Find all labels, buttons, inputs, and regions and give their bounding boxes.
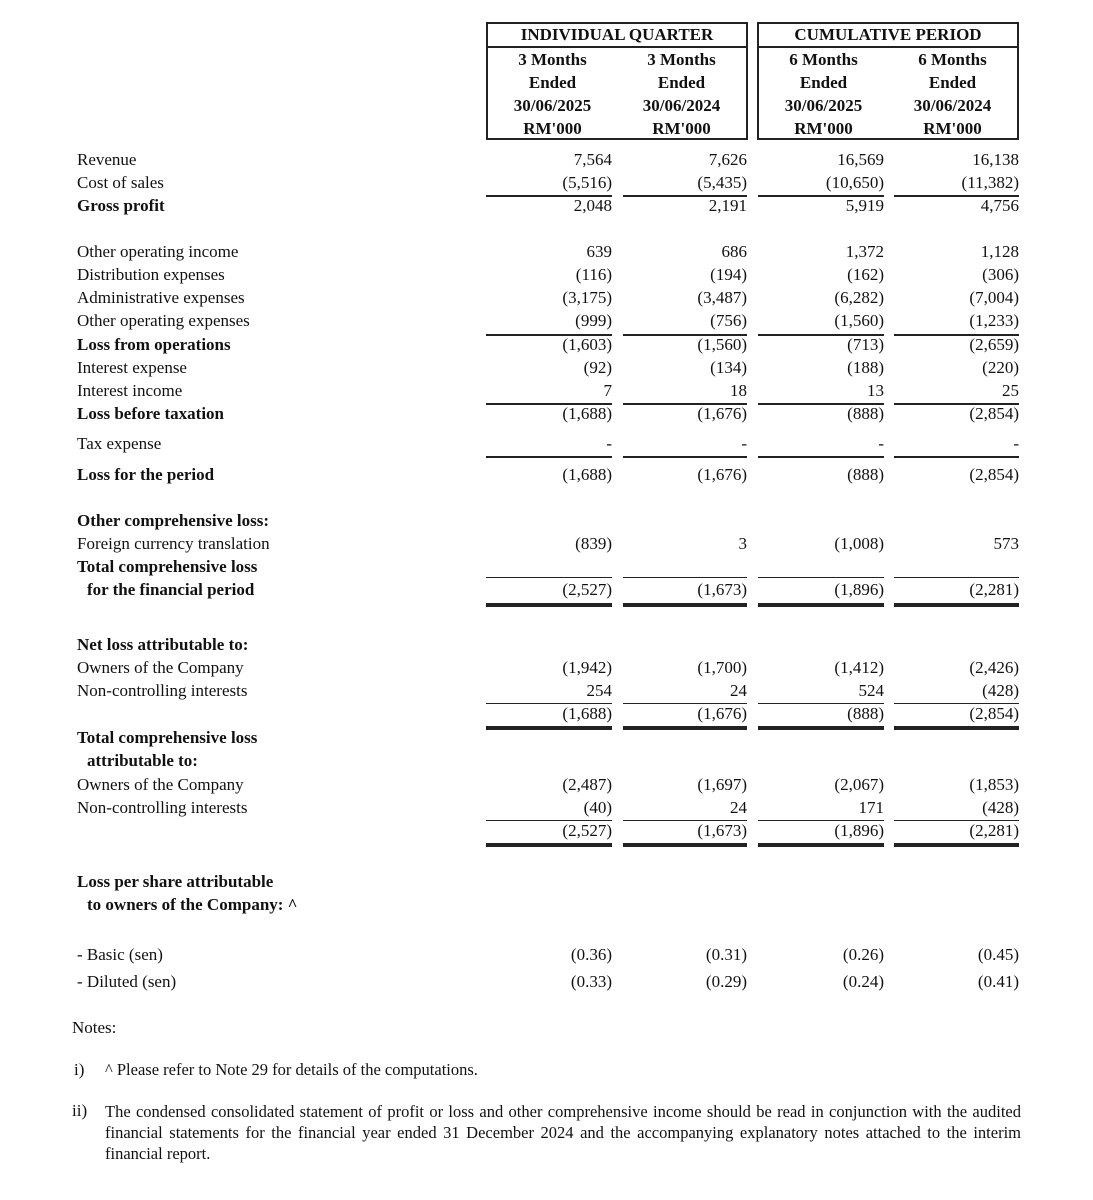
interest-income-value: 25 — [1002, 381, 1019, 400]
period-date: 30/06/2025 — [513, 96, 592, 115]
tcl-nci-value: (428) — [982, 798, 1019, 817]
revenue-value: 7,564 — [573, 150, 612, 169]
tcl-nci-value: (40) — [583, 798, 612, 817]
loss-before-taxation-value: (888) — [847, 404, 884, 423]
revenue-value: 16,569 — [837, 150, 884, 169]
double-underline — [486, 843, 612, 847]
interest-income-value: 18 — [730, 381, 747, 400]
tcl-heading-label: attributable to: — [87, 751, 198, 770]
nl-nci-value: (428) — [982, 681, 1019, 700]
distribution-expenses-label: Distribution expenses — [77, 265, 225, 284]
nl-nci-value: 24 — [730, 681, 747, 700]
cumulative-period-header — [757, 22, 1019, 140]
loss-before-taxation-label: Loss before taxation — [77, 404, 225, 423]
subtotal-underline — [486, 456, 612, 458]
currency-unit: RM'000 — [523, 119, 582, 138]
distribution-expenses-value: (194) — [710, 265, 747, 284]
nl-nci-label: Non-controlling interests — [77, 681, 248, 700]
period-date: 30/06/2024 — [913, 96, 992, 115]
interest-expense-value: (220) — [982, 358, 1019, 377]
subtotal-underline — [758, 456, 884, 458]
tcl-nci-value: 171 — [858, 798, 884, 817]
subtotal-underline — [758, 577, 884, 578]
double-underline — [486, 603, 612, 607]
nl-nci-value: 254 — [586, 681, 612, 700]
period-length: 3 Months — [647, 50, 716, 69]
subtotal-underline — [894, 703, 1019, 704]
subtotal-underline — [758, 703, 884, 704]
administrative-expenses-value: (6,282) — [834, 288, 884, 307]
subtotal-underline — [486, 334, 612, 336]
other-operating-expenses-value: (1,560) — [834, 311, 884, 330]
interest-income-value: 13 — [867, 381, 884, 400]
foreign-currency-translation-value: 573 — [993, 534, 1019, 553]
foreign-currency-translation-label: Foreign currency translation — [77, 534, 270, 553]
subtotal-underline — [486, 577, 612, 578]
subtotal-underline — [486, 195, 612, 197]
gross-profit-value: 5,919 — [845, 196, 884, 215]
double-underline — [758, 603, 884, 607]
currency-unit: RM'000 — [923, 119, 982, 138]
revenue-value: 7,626 — [708, 150, 747, 169]
nl-nci-value: 524 — [858, 681, 884, 700]
cost-of-sales-value: (10,650) — [825, 173, 884, 192]
tcl-total-value: (1,896) — [834, 821, 884, 840]
double-underline — [894, 843, 1019, 847]
subtotal-underline — [623, 820, 747, 821]
loss-for-period-value: (1,676) — [697, 465, 747, 484]
nl-total-value: (1,676) — [697, 704, 747, 723]
basic-value: (0.26) — [842, 945, 884, 964]
administrative-expenses-label: Administrative expenses — [77, 288, 245, 307]
total-comprehensive-loss-value: (1,896) — [834, 580, 884, 599]
double-underline — [623, 603, 747, 607]
tcl-owners-value: (1,697) — [697, 775, 747, 794]
loss-before-taxation-value: (1,676) — [697, 404, 747, 423]
diluted-value: (0.29) — [705, 972, 747, 991]
subtotal-underline — [623, 334, 747, 336]
administrative-expenses-value: (7,004) — [969, 288, 1019, 307]
loss-for-period-label: Loss for the period — [77, 465, 215, 484]
subtotal-underline — [623, 577, 747, 578]
basic-value: (0.45) — [977, 945, 1019, 964]
cost-of-sales-label: Cost of sales — [77, 173, 164, 192]
tcl-nci-label: Non-controlling interests — [77, 798, 248, 817]
nl-owners-value: (1,942) — [562, 658, 612, 677]
total-comprehensive-loss-value: (1,673) — [697, 580, 747, 599]
double-underline — [623, 726, 747, 730]
subtotal-underline — [486, 703, 612, 704]
gross-profit-label: Gross profit — [77, 196, 165, 215]
note-text: ^ Please refer to Note 29 for details of the computations. — [105, 1060, 478, 1079]
tcl-owners-value: (2,067) — [834, 775, 884, 794]
revenue-label: Revenue — [77, 150, 137, 169]
foreign-currency-translation-value: 3 — [738, 534, 747, 553]
currency-unit: RM'000 — [794, 119, 853, 138]
nl-owners-label: Owners of the Company — [77, 658, 244, 677]
total-comprehensive-loss-label: for the financial period — [87, 580, 255, 599]
double-underline — [623, 843, 747, 847]
individual-quarter-header — [486, 22, 748, 140]
total-comprehensive-loss-label: Total comprehensive loss — [77, 557, 258, 576]
double-underline — [894, 603, 1019, 607]
column-header — [888, 48, 1017, 140]
other-operating-expenses-label: Other operating expenses — [77, 311, 250, 330]
subtotal-underline — [758, 820, 884, 821]
loss-for-period-value: (1,688) — [562, 465, 612, 484]
basic-label: - Basic (sen) — [77, 945, 163, 964]
interest-income-value: 7 — [603, 381, 612, 400]
tcl-owners-value: (1,853) — [969, 775, 1019, 794]
subtotal-underline — [894, 577, 1019, 578]
other-operating-income-value: 686 — [721, 242, 747, 261]
subtotal-underline — [894, 456, 1019, 458]
distribution-expenses-value: (162) — [847, 265, 884, 284]
subtotal-underline — [486, 820, 612, 821]
loss-before-taxation-value: (2,854) — [969, 404, 1019, 423]
other-operating-income-label: Other operating income — [77, 242, 239, 261]
diluted-label: - Diluted (sen) — [77, 972, 177, 991]
double-underline — [758, 726, 884, 730]
loss-for-period-value: (2,854) — [969, 465, 1019, 484]
double-underline — [894, 726, 1019, 730]
tcl-owners-label: Owners of the Company — [77, 775, 244, 794]
tax-expense-value: - — [1013, 434, 1019, 453]
distribution-expenses-value: (306) — [982, 265, 1019, 284]
diluted-value: (0.24) — [842, 972, 884, 991]
period-ended: Ended — [657, 73, 706, 92]
period-length: 3 Months — [518, 50, 587, 69]
note-marker: i) — [74, 1060, 85, 1079]
tax-expense-value: - — [606, 434, 612, 453]
nl-owners-value: (2,426) — [969, 658, 1019, 677]
subtotal-underline — [758, 403, 884, 405]
currency-unit: RM'000 — [652, 119, 711, 138]
revenue-value: 16,138 — [972, 150, 1019, 169]
subtotal-underline — [623, 195, 747, 197]
administrative-expenses-value: (3,487) — [697, 288, 747, 307]
subtotal-underline — [623, 403, 747, 405]
loss-for-period-value: (888) — [847, 465, 884, 484]
tcl-total-value: (2,281) — [969, 821, 1019, 840]
notes-heading: Notes: — [72, 1018, 117, 1037]
nl-owners-value: (1,700) — [697, 658, 747, 677]
nl-total-value: (1,688) — [562, 704, 612, 723]
period-date: 30/06/2024 — [642, 96, 721, 115]
tax-expense-value: - — [741, 434, 747, 453]
loss-from-operations-label: Loss from operations — [77, 335, 231, 354]
tcl-owners-value: (2,487) — [562, 775, 612, 794]
other-operating-income-value: 1,372 — [845, 242, 884, 261]
column-header — [488, 48, 617, 140]
gross-profit-value: 2,191 — [708, 196, 747, 215]
loss-from-operations-value: (1,560) — [697, 335, 747, 354]
gross-profit-value: 4,756 — [980, 196, 1019, 215]
group-title: CUMULATIVE PERIOD — [759, 24, 1017, 48]
subtotal-underline — [623, 703, 747, 704]
loss-from-operations-value: (713) — [847, 335, 884, 354]
other-operating-expenses-value: (756) — [710, 311, 747, 330]
net-loss-heading-label: Net loss attributable to: — [77, 635, 249, 654]
diluted-value: (0.41) — [977, 972, 1019, 991]
ocl-heading-label: Other comprehensive loss: — [77, 511, 270, 530]
subtotal-underline — [758, 334, 884, 336]
nl-total-value: (2,854) — [969, 704, 1019, 723]
cost-of-sales-value: (5,516) — [562, 173, 612, 192]
subtotal-underline — [623, 456, 747, 458]
other-operating-expenses-value: (1,233) — [969, 311, 1019, 330]
note-text: The condensed consolidated statement of profit or loss and other comprehensive income should be read in conjunction with the audited financial statements for the financial year ended 31 December 2024 and the accompanying explanatory notes attached to the interim financial report. — [105, 1102, 1021, 1163]
double-underline — [758, 843, 884, 847]
subtotal-underline — [894, 195, 1019, 197]
tcl-total-value: (1,673) — [697, 821, 747, 840]
tcl-nci-value: 24 — [730, 798, 747, 817]
nl-total-value: (888) — [847, 704, 884, 723]
other-operating-expenses-value: (999) — [575, 311, 612, 330]
distribution-expenses-value: (116) — [575, 265, 612, 284]
period-length: 6 Months — [918, 50, 987, 69]
tcl-total-value: (2,527) — [562, 821, 612, 840]
interest-expense-value: (134) — [710, 358, 747, 377]
subtotal-underline — [486, 403, 612, 405]
period-ended: Ended — [799, 73, 848, 92]
subtotal-underline — [894, 820, 1019, 821]
note-marker: ii) — [72, 1101, 88, 1120]
diluted-value: (0.33) — [570, 972, 612, 991]
loss-from-operations-value: (2,659) — [969, 335, 1019, 354]
tax-expense-label: Tax expense — [77, 434, 162, 453]
cost-of-sales-value: (5,435) — [697, 173, 747, 192]
period-ended: Ended — [528, 73, 577, 92]
basic-value: (0.31) — [705, 945, 747, 964]
subtotal-underline — [894, 403, 1019, 405]
period-date: 30/06/2025 — [784, 96, 863, 115]
other-operating-income-value: 1,128 — [980, 242, 1019, 261]
tax-expense-value: - — [878, 434, 884, 453]
nl-owners-value: (1,412) — [834, 658, 884, 677]
loss-from-operations-value: (1,603) — [562, 335, 612, 354]
gross-profit-value: 2,048 — [573, 196, 612, 215]
period-ended: Ended — [928, 73, 977, 92]
subtotal-underline — [894, 334, 1019, 336]
lps-heading-label: to owners of the Company: ^ — [87, 895, 298, 914]
other-operating-income-value: 639 — [586, 242, 612, 261]
group-title: INDIVIDUAL QUARTER — [488, 24, 746, 48]
interest-expense-value: (92) — [583, 358, 612, 377]
interest-expense-value: (188) — [847, 358, 884, 377]
tcl-heading-label: Total comprehensive loss — [77, 728, 258, 747]
total-comprehensive-loss-value: (2,281) — [969, 580, 1019, 599]
double-underline — [486, 726, 612, 730]
interest-income-label: Interest income — [77, 381, 183, 400]
total-comprehensive-loss-value: (2,527) — [562, 580, 612, 599]
cost-of-sales-value: (11,382) — [961, 173, 1019, 192]
foreign-currency-translation-value: (1,008) — [834, 534, 884, 553]
subtotal-underline — [758, 195, 884, 197]
foreign-currency-translation-value: (839) — [575, 534, 612, 553]
column-header — [759, 48, 888, 140]
column-header — [617, 48, 746, 140]
interest-expense-label: Interest expense — [77, 358, 187, 377]
loss-before-taxation-value: (1,688) — [562, 404, 612, 423]
lps-heading-label: Loss per share attributable — [77, 872, 274, 891]
period-length: 6 Months — [789, 50, 858, 69]
basic-value: (0.36) — [570, 945, 612, 964]
administrative-expenses-value: (3,175) — [562, 288, 612, 307]
